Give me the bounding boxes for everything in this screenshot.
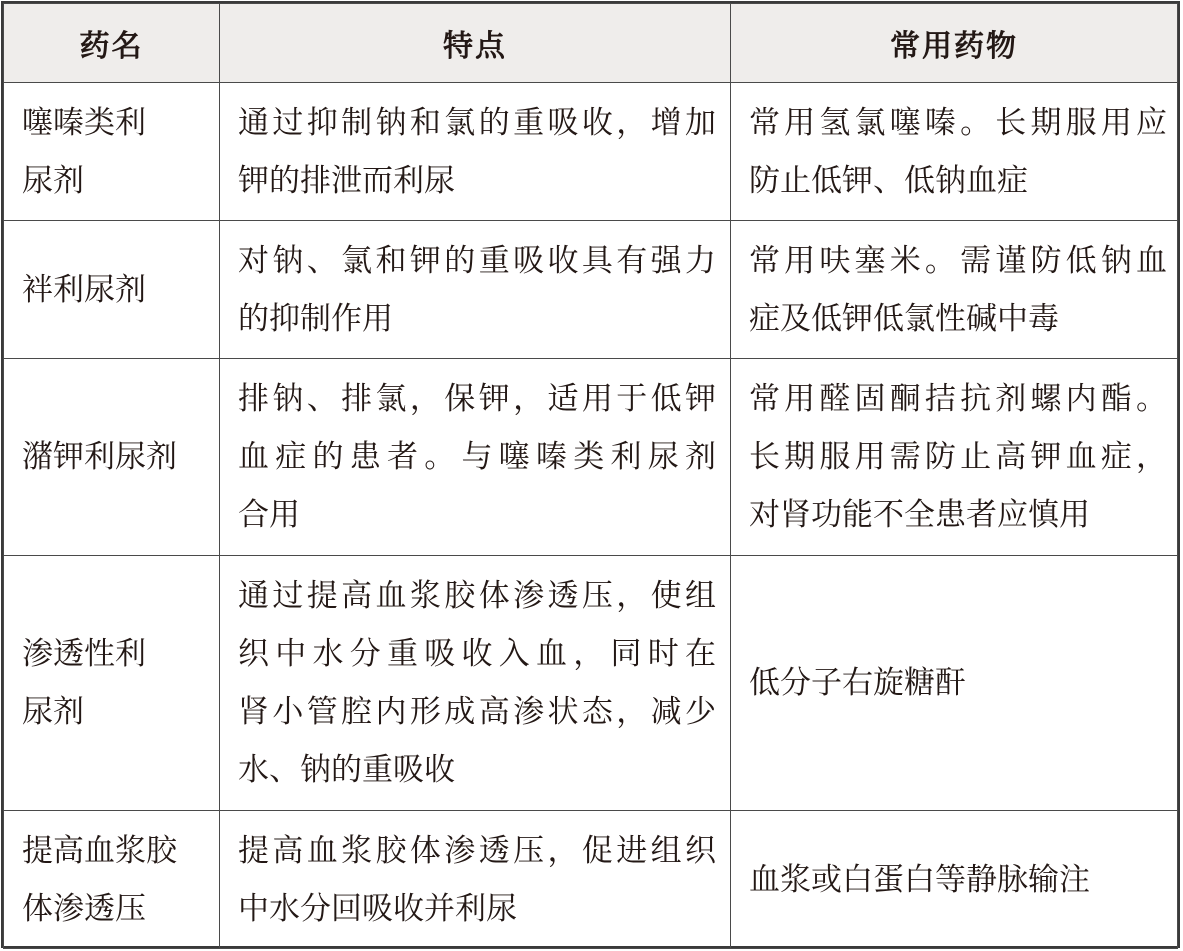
cell-line: 钾的排泄而利尿 — [238, 162, 455, 199]
table-row — [4, 556, 1178, 811]
cell-line: 渗透性利 — [22, 636, 146, 672]
table-header — [4, 4, 1178, 83]
cell-common-drugs — [731, 811, 1178, 949]
cell-line: 症及低钾低氯性碱中毒 — [749, 300, 1059, 337]
header-drug-name: 药名 — [4, 4, 220, 83]
cell-line: 提高血浆胶体渗透压，促进组织 — [238, 832, 716, 869]
table-row — [4, 221, 1178, 359]
cell-line: 肾小管腔内形成高渗状态，减少 — [238, 694, 716, 730]
cell-drug-name — [4, 221, 220, 359]
cell-line: 常用氢氯噻嗪。长期服用应 — [749, 104, 1167, 141]
cell-line: 尿剂 — [22, 694, 84, 730]
cell-line: 通过提高血浆胶体渗透压，使组 — [238, 578, 716, 614]
cell-line: 通过抑制钠和氯的重吸收，增加 — [238, 104, 716, 141]
header-row — [4, 4, 1178, 83]
cell-line: 长期服用需防止高钾血症， — [749, 439, 1167, 475]
table-row — [4, 359, 1178, 556]
cell-line: 防止低钾、低钠血症 — [749, 162, 1028, 199]
cell-features — [220, 221, 731, 359]
cell-features — [220, 556, 731, 811]
cell-line: 提高血浆胶 — [22, 832, 177, 869]
table-body — [4, 83, 1178, 949]
diuretics-table-frame — [1, 1, 1180, 948]
header-common-drugs: 常用药物 — [731, 4, 1178, 83]
cell-drug-name — [4, 359, 220, 556]
cell-line: 噻嗪类利 — [22, 104, 146, 141]
cell-line: 常用呋塞米。需谨防低钠血 — [749, 242, 1167, 279]
cell-drug-name — [4, 811, 220, 949]
cell-line: 合用 — [238, 497, 300, 533]
cell-features — [220, 83, 731, 221]
cell-line: 体渗透压 — [22, 890, 146, 927]
cell-drug-name — [4, 556, 220, 811]
cell-line: 的抑制作用 — [238, 300, 393, 337]
cell-common-drugs — [731, 83, 1178, 221]
cell-common-drugs — [731, 359, 1178, 556]
cell-line: 袢利尿剂 — [22, 271, 146, 308]
cell-line: 潴钾利尿剂 — [22, 439, 177, 475]
cell-common-drugs — [731, 221, 1178, 359]
cell-line: 对肾功能不全患者应慎用 — [749, 497, 1090, 533]
cell-line: 对钠、氯和钾的重吸收具有强力 — [238, 242, 716, 279]
cell-line: 低分子右旋糖酐 — [749, 665, 966, 701]
cell-line: 血浆或白蛋白等静脉输注 — [749, 861, 1090, 898]
header-features: 特点 — [220, 4, 731, 83]
cell-line: 排钠、排氯，保钾，适用于低钾 — [238, 381, 716, 417]
cell-line: 血症的患者。与噻嗪类利尿剂 — [238, 439, 716, 475]
diuretics-table — [3, 3, 1178, 949]
cell-line: 中水分回吸收并利尿 — [238, 890, 517, 927]
cell-features — [220, 811, 731, 949]
cell-common-drugs — [731, 556, 1178, 811]
cell-line: 尿剂 — [22, 162, 84, 199]
cell-line: 水、钠的重吸收 — [238, 752, 455, 788]
cell-drug-name — [4, 83, 220, 221]
table-row — [4, 811, 1178, 949]
cell-line: 织中水分重吸收入血，同时在 — [238, 636, 716, 672]
cell-features — [220, 359, 731, 556]
table-row — [4, 83, 1178, 221]
cell-line: 常用醛固酮拮抗剂螺内酯。 — [749, 381, 1167, 417]
